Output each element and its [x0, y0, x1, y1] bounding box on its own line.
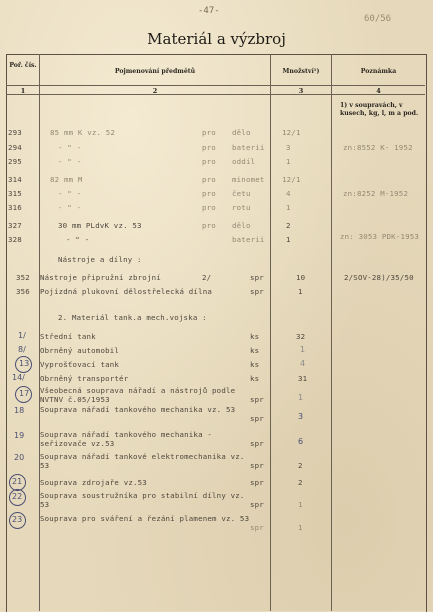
row-name: Obrněný transportér	[40, 374, 129, 383]
page-title: Materiál a výzbroj	[147, 30, 286, 48]
header-poradove-cislo: Poř. čís.	[9, 62, 37, 69]
row-quantity: 6	[298, 437, 304, 446]
row-unit: pro	[202, 189, 216, 198]
row-number: 21	[12, 477, 23, 486]
column-number: 1	[20, 87, 26, 95]
row-name: Souprava pro sváření a řezání plamenem vz. 53	[40, 514, 250, 523]
row-unit: pro	[202, 128, 216, 137]
row-quantity: 3	[286, 143, 291, 152]
row-name: - " -	[58, 189, 82, 198]
row-quantity: 2	[286, 221, 291, 230]
row-name: Souprava nářadí tankového mechanika vz. 53	[40, 405, 236, 414]
row-unit: spr	[250, 500, 264, 509]
row-unit: ks	[250, 374, 260, 383]
row-number: 327	[8, 221, 22, 230]
row-unit: spr	[250, 439, 264, 448]
row-name: - " -	[58, 157, 82, 166]
section-heading: Nástroje a dílny :	[58, 255, 142, 264]
row-name: Všeobecná souprava nářadí a nástrojů podle NVTNV č.05/1953	[40, 386, 236, 404]
row-number: 22	[12, 492, 23, 501]
row-number: 294	[8, 143, 22, 152]
row-name: - " -	[58, 143, 82, 152]
row-name: - " -	[58, 203, 82, 212]
row-name: - " -	[66, 235, 90, 244]
row-unit: minomet	[232, 175, 265, 184]
row-name: Vyprošťovací tank	[40, 360, 120, 369]
row-number: 13	[19, 359, 30, 368]
footnote: 1) v soupravách, v kusech, kg, l, m a pod.	[340, 102, 419, 117]
row-unit: spr	[250, 523, 264, 532]
header-pojmenovani: Pojmenování předmětů	[114, 68, 196, 75]
row-unit: spr	[250, 287, 264, 296]
row-unit: pro	[202, 203, 216, 212]
row-name: Souprava soustružníka pro stabilní dílny vz. 53	[40, 491, 245, 509]
row-name: Nástroje připružní zbrojní	[40, 273, 161, 282]
row-quantity: 1	[298, 393, 304, 402]
row-remark: 2/SOV-28)/35/50	[344, 273, 414, 282]
row-remark: zn: 3053 PDK-1953	[340, 232, 420, 241]
row-unit: oddíl	[232, 157, 256, 166]
row-quantity: 4	[300, 359, 306, 368]
section-heading: 2. Materiál tank.a mech.vojska :	[58, 313, 207, 322]
row-unit: ks	[250, 346, 260, 355]
row-unit: baterii	[232, 235, 265, 244]
row-name: Souprava nářadí tankového mechanika - seřizovače vz.53	[40, 430, 213, 448]
row-unit: dělo	[232, 221, 251, 230]
row-number: 352	[16, 273, 30, 282]
row-number: 315	[8, 189, 22, 198]
row-unit: ks	[250, 332, 260, 341]
row-unit: baterii	[232, 143, 265, 152]
row-quantity: 12/1	[282, 175, 301, 184]
row-number: 1/	[18, 331, 26, 340]
row-quantity: 10	[296, 273, 306, 282]
row-name: Pojízdná plukovní dělostřelecká dílna	[40, 287, 213, 296]
row-number: 316	[8, 203, 22, 212]
column-divider	[331, 54, 332, 611]
row-quantity: 3	[298, 412, 304, 421]
header-divider	[6, 85, 425, 86]
row-remark: zn:8552 K- 1952	[343, 143, 413, 152]
page-number-right: 60/56	[364, 14, 392, 24]
page-number-top: -47-	[198, 6, 220, 16]
row-quantity: 1	[298, 523, 303, 532]
row-number: 18	[14, 406, 25, 415]
header-poznamka: Poznámka	[360, 68, 397, 75]
row-quantity: 2	[298, 478, 303, 487]
row-quantity: 1	[298, 500, 303, 509]
row-quantity: 12/1	[282, 128, 301, 137]
row-number: 14/	[12, 373, 25, 382]
row-name: 85 mm K vz. 52	[50, 128, 116, 137]
row-number: 314	[8, 175, 22, 184]
row-quantity: 31	[298, 374, 308, 383]
row-unit: rotu	[232, 203, 251, 212]
row-quantity: 1	[286, 235, 291, 244]
row-number: 17	[19, 389, 30, 398]
column-divider	[270, 54, 271, 611]
row-quantity: 4	[286, 189, 291, 198]
row-quantity: 32	[296, 332, 306, 341]
row-unit: pro	[202, 143, 216, 152]
row-name: 30 mm PLdvK vz. 53	[58, 221, 142, 230]
row-unit: pro	[202, 157, 216, 166]
row-number: 356	[16, 287, 30, 296]
row-unit: spr	[250, 273, 264, 282]
column-number: 3	[298, 87, 304, 95]
column-number: 4	[376, 87, 381, 95]
row-unit: spr	[250, 395, 264, 404]
row-number: 328	[8, 235, 22, 244]
row-name: 82 mm M	[50, 175, 83, 184]
row-number: 23	[12, 515, 23, 524]
row-unit: 2/	[202, 273, 212, 282]
row-quantity: 1	[286, 157, 291, 166]
row-number: 295	[8, 157, 22, 166]
row-quantity: 2	[298, 461, 303, 470]
row-unit: spr	[250, 478, 264, 487]
column-number: 2	[152, 87, 158, 95]
row-quantity: 1	[286, 203, 291, 212]
row-quantity: 1	[300, 345, 306, 354]
row-unit: pro	[202, 221, 216, 230]
row-unit: četu	[232, 189, 251, 198]
row-number: 293	[8, 128, 22, 137]
row-unit: spr	[250, 461, 264, 470]
row-number: 8/	[18, 345, 26, 354]
row-unit: ks	[250, 360, 260, 369]
row-unit: dělo	[232, 128, 251, 137]
header-mnozstvi: Množství¹)	[282, 68, 320, 75]
row-name: Střední tank	[40, 332, 96, 341]
row-unit: spr	[250, 414, 264, 423]
row-name: Souprava zdrojaře vz.53	[40, 478, 147, 487]
row-number: 20	[14, 453, 25, 462]
row-remark: zn:8252 M-1952	[343, 189, 409, 198]
row-name: Obrněný automobil	[40, 346, 120, 355]
row-unit: pro	[202, 175, 216, 184]
row-name: Souprava nářadí tankové elektromechanika vz. 53	[40, 452, 245, 470]
row-quantity: 1	[298, 287, 303, 296]
row-number: 19	[14, 431, 25, 440]
